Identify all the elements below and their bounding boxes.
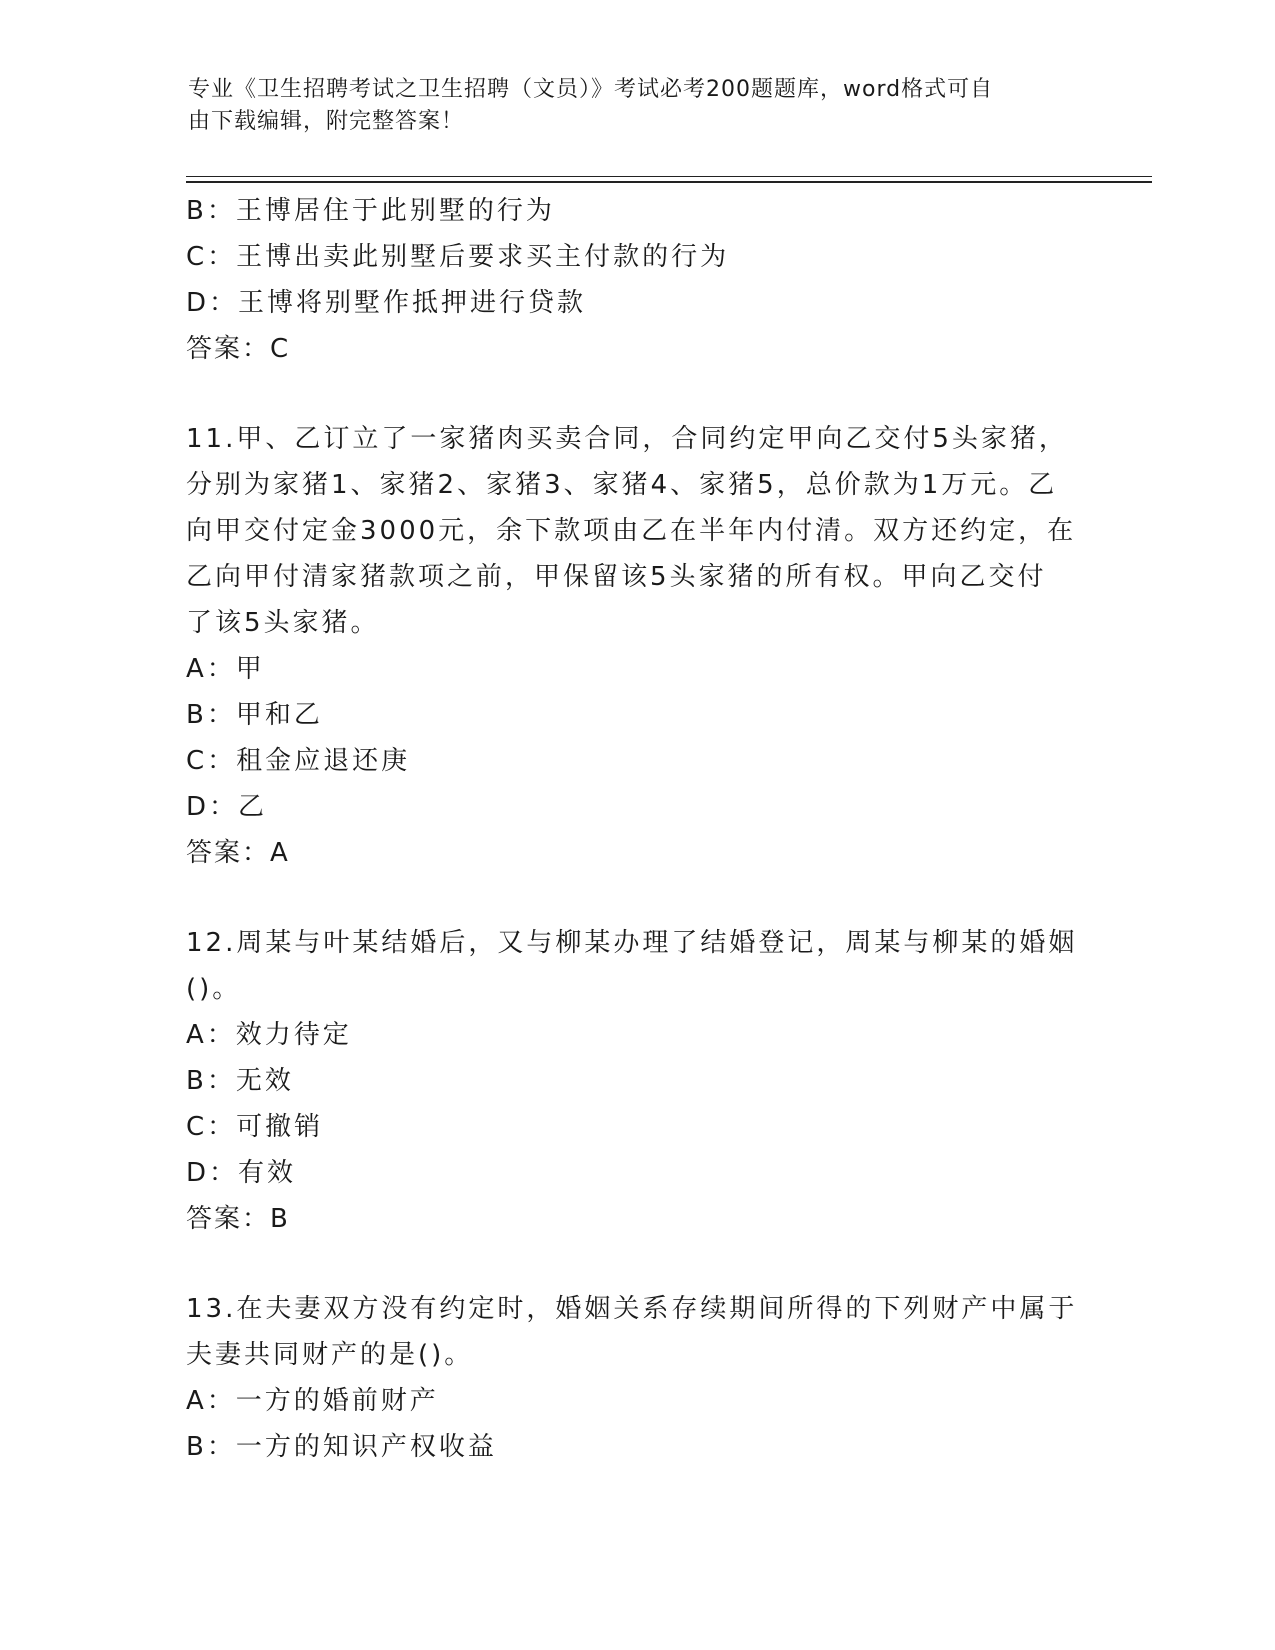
answer-line: 答案：B	[186, 1204, 290, 1234]
option-a: A：一方的婚前财产	[186, 1386, 439, 1416]
question-12	[186, 920, 1086, 1242]
answer-line: 答案：A	[186, 838, 290, 868]
option-c: C：租金应退还庚	[186, 746, 411, 776]
previous-question	[186, 188, 1086, 372]
option-d: D：王博将别墅作抵押进行贷款	[186, 288, 587, 318]
spacer	[186, 372, 1086, 416]
question-text-line: 13.在夫妻双方没有约定时，婚姻关系存续期间所得的下列财产中属于	[186, 1294, 1078, 1324]
header-line-2: 由下载编辑，附完整答案！	[188, 109, 465, 134]
spacer	[186, 1242, 1086, 1286]
question-text-line: 向甲交付定金3000元，余下款项由乙在半年内付清。双方还约定，在	[186, 516, 1077, 546]
question-13	[186, 1286, 1086, 1470]
option-b: B：甲和乙	[186, 700, 323, 730]
spacer	[186, 876, 1086, 920]
question-text-line: 乙向甲付清家猪款项之前，甲保留该5头家猪的所有权。甲向乙交付	[186, 562, 1047, 592]
header-line-1: 专业《卫生招聘考试之卫生招聘（文员）》考试必考200题题库，word格式可自	[188, 77, 994, 102]
option-a: A：效力待定	[186, 1020, 352, 1050]
question-text-line: 分别为家猪1、家猪2、家猪3、家猪4、家猪5，总价款为1万元。乙	[186, 470, 1058, 500]
option-b: B：王博居住于此别墅的行为	[186, 196, 555, 226]
document-header	[188, 74, 1068, 138]
question-text-line: 11.甲、乙订立了一家猪肉买卖合同，合同约定甲向乙交付5头家猪，	[186, 424, 1068, 454]
header-divider-thin	[186, 176, 1152, 177]
question-text-line: 了该5头家猪。	[186, 608, 380, 638]
header-divider-thick	[186, 181, 1152, 183]
option-b: B：一方的知识产权收益	[186, 1432, 497, 1462]
question-content	[186, 188, 1086, 1470]
option-b: B：无效	[186, 1066, 294, 1096]
answer-line: 答案：C	[186, 334, 291, 364]
option-a: A：甲	[186, 654, 265, 684]
question-text-line: 夫妻共同财产的是()。	[186, 1340, 474, 1370]
question-text-line: 12.周某与叶某结婚后，又与柳某办理了结婚登记，周某与柳某的婚姻	[186, 928, 1078, 958]
question-11	[186, 416, 1086, 876]
option-d: D：乙	[186, 792, 268, 822]
option-c: C：可撤销	[186, 1112, 324, 1142]
question-text-line: ()。	[186, 974, 242, 1004]
option-c: C：王博出卖此别墅后要求买主付款的行为	[186, 242, 730, 272]
option-d: D：有效	[186, 1158, 297, 1188]
